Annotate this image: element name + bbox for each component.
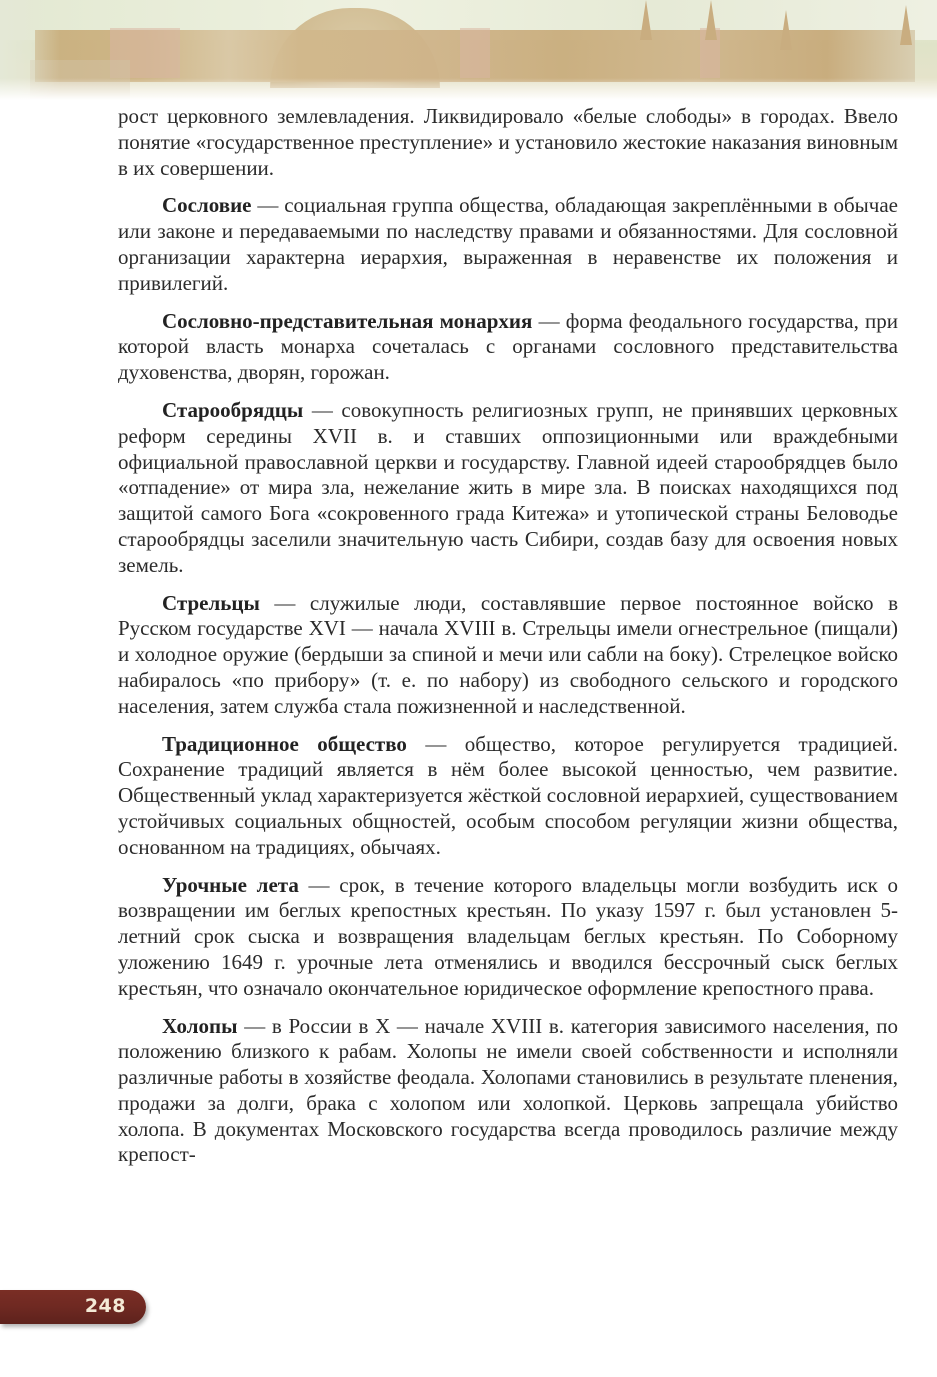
- glossary-entry: [118, 591, 898, 720]
- glossary-term: Стрельцы: [162, 590, 260, 615]
- page-number-tab: [0, 1290, 146, 1324]
- glossary-term: Урочные лета: [162, 872, 299, 897]
- glossary-entry: [118, 873, 898, 1002]
- glossary-term: Старообрядцы: [162, 397, 304, 422]
- glossary-entry: [118, 398, 898, 579]
- glossary-text: [118, 104, 898, 1180]
- page-number: 248: [84, 1295, 126, 1317]
- glossary-entry: [118, 309, 898, 386]
- glossary-definition: — форма феодального государства, при которой власть монарха сочеталась с органами сословного представительства духовенства, дворян, горожан.: [118, 308, 898, 385]
- glossary-definition: — общество, которое регулируется традицией. Сохранение традиций является в нём более высокой ценностью, чем развитие. Общественный уклад характеризуется жёсткой сословной иерархией, существованием устойчивых социальных общностей, особым способом регуляции жизни общества, основанном на традициях, обычаях.: [118, 731, 898, 859]
- banner-spire-illustration: [705, 0, 717, 40]
- glossary-term: Традиционное общество: [162, 731, 407, 756]
- banner-spire-illustration: [780, 10, 792, 50]
- header-illustration-banner: [0, 0, 937, 100]
- glossary-entry: [118, 732, 898, 861]
- banner-figure-illustration: [460, 28, 490, 78]
- glossary-definition: — служилые люди, составлявшие первое постоянное войско в Русском государстве XVI — начала XVIII в. Стрельцы имели огнестрельное (пищали) и холодное оружие (бердыши за спиной и мечи или сабли на боку). Стрелецкое войско набиралось «по прибору» (т. е. по набору) из свободного сельского и городского населения, затем служба стала пожизненной и наследственной.: [118, 590, 898, 718]
- glossary-entry: [118, 193, 898, 296]
- banner-spire-illustration: [900, 5, 912, 45]
- glossary-definition: — срок, в течение которого владельцы могли возбудить иск о возвращении им беглых крепостных крестьян. По указу 1597 г. был установлен 5-летний срок сыска и возвращения владельцам беглых крестьян. По Соборному уложению 1649 г. урочные лета отменялись и вводился бессрочный сыск беглых крестьян, что означало окончательное юридическое оформление крепостного права.: [118, 872, 898, 1000]
- glossary-definition: — в России в X — начале XVIII в. категория зависимого населения, по положению близкого к рабам. Холопы не имели своей собственности и исполняли различные работы в хозяйстве феодала. Холопами становились в результате пленения, продажи за долги, брака с холопом или холопкой. Церковь запрещала убийство холопа. В документах Московского государства всегда проводилось различие между крепост-: [118, 1013, 898, 1167]
- glossary-term: Холопы: [162, 1013, 238, 1038]
- continuation-paragraph: рост церковного землевладения. Ликвидировало «белые слободы» в городах. Ввело понятие «государственное преступление» и установило жестокие наказания виновным в их совершении.: [118, 104, 898, 180]
- glossary-definition: — социальная группа общества, обладающая закреплёнными в обычае или законе и передаваемыми по наследству правами и обязанностями. Для сословной организации характерна иерархия, выраженная в неравенстве их положения и привилегий.: [118, 193, 898, 295]
- glossary-term: Сословие: [162, 193, 252, 218]
- glossary-entry: [118, 1014, 898, 1169]
- banner-bottom-fade: [0, 78, 937, 100]
- glossary-term: Сословно-представительная монархия: [162, 308, 533, 333]
- glossary-definition: — совокупность религиозных групп, не принявших церковных реформ середины XVII в. и ставших оппозиционными или враждебными официальной православной церкви и государству. Главной идеей старообрядцев было «отпадение» от мира зла, нежелание жить в мире зла. В поисках находящихся под защитой самого Бога «сокровенного града Китежа» и утопической страны Беловодье старообрядцы заселили значительную часть Сибири, создав базу для освоения новых земель.: [118, 397, 898, 577]
- banner-spire-illustration: [640, 0, 652, 40]
